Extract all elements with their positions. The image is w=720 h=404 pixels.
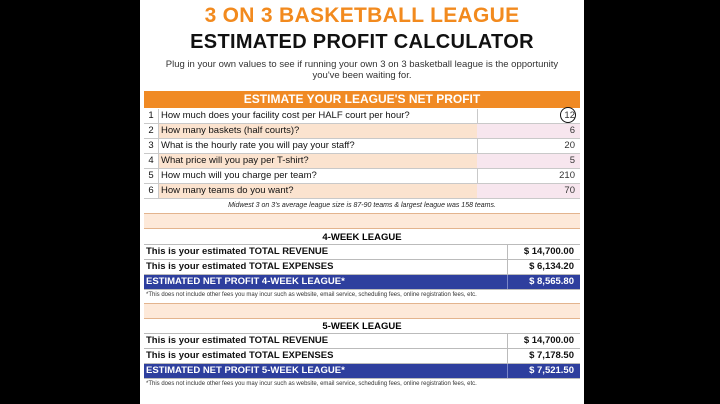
staff-rate-input[interactable]: 20 xyxy=(564,140,575,151)
league-5-disclaimer: *This does not include other fees you may incur such as website, email service, scheduling fees, online registration fees, etc. xyxy=(146,381,477,387)
net-profit-value: $ 8,565.80 xyxy=(529,276,574,287)
column-divider xyxy=(507,334,508,348)
league-5-heading: 5-WEEK LEAGUE xyxy=(144,320,580,334)
league-5-revenue-row xyxy=(144,334,580,349)
net-profit-label: ESTIMATED NET PROFIT 4-WEEK LEAGUE* xyxy=(146,276,345,287)
facility-cost-input[interactable]: 12 xyxy=(564,110,575,121)
title-line-1: 3 ON 3 BASKETBALL LEAGUE xyxy=(204,4,520,27)
league-4-revenue-row xyxy=(144,245,580,260)
column-divider xyxy=(507,364,508,378)
question-text: How much will you charge per team? xyxy=(159,169,478,183)
spacer-row xyxy=(144,303,580,319)
question-text: How many baskets (half courts)? xyxy=(159,124,478,138)
calculator-sheet xyxy=(140,0,584,404)
question-number: 2 xyxy=(144,124,159,138)
title-line-2: ESTIMATED PROFIT CALCULATOR xyxy=(190,31,534,53)
question-text: What price will you pay per T-shirt? xyxy=(159,154,478,168)
question-row-6 xyxy=(144,184,580,199)
midwest-note: Midwest 3 on 3's average league size is 87-90 teams & largest league was 158 teams. xyxy=(228,202,496,209)
revenue-value: $ 14,700.00 xyxy=(523,335,574,346)
baskets-input[interactable]: 6 xyxy=(477,124,580,138)
expenses-value: $ 6,134.20 xyxy=(529,261,574,272)
spacer-row xyxy=(144,213,580,229)
question-row-5 xyxy=(144,169,580,184)
question-text: What is the hourly rate you will pay your staff? xyxy=(159,139,478,153)
league-5-net-profit-row xyxy=(144,364,580,379)
cursor-highlight-icon xyxy=(560,107,576,123)
team-charge-input[interactable]: 210 xyxy=(559,170,575,181)
league-4-expenses-row xyxy=(144,260,580,275)
expenses-label: This is your estimated TOTAL EXPENSES xyxy=(146,350,334,361)
revenue-label: This is your estimated TOTAL REVENUE xyxy=(146,335,329,346)
league-4-net-profit-row xyxy=(144,275,580,290)
column-divider xyxy=(507,245,508,259)
question-number: 6 xyxy=(144,184,159,198)
question-number: 5 xyxy=(144,169,159,183)
revenue-value: $ 14,700.00 xyxy=(523,246,574,257)
question-text: How many teams do you want? xyxy=(159,184,478,198)
column-divider xyxy=(507,349,508,363)
net-profit-label: ESTIMATED NET PROFIT 5-WEEK LEAGUE* xyxy=(146,365,345,376)
expenses-value: $ 7,178.50 xyxy=(529,350,574,361)
question-row-1 xyxy=(144,109,580,124)
league-4-heading: 4-WEEK LEAGUE xyxy=(144,231,580,245)
tshirt-price-input[interactable]: 5 xyxy=(477,154,580,168)
section-header: ESTIMATE YOUR LEAGUE'S NET PROFIT xyxy=(144,91,580,108)
question-number: 1 xyxy=(144,109,159,123)
question-number: 3 xyxy=(144,139,159,153)
league-4-disclaimer: *This does not include other fees you may incur such as website, email service, scheduling fees, online registration fees, etc. xyxy=(146,292,477,298)
column-divider xyxy=(507,275,508,289)
question-row-4 xyxy=(144,154,580,169)
column-divider xyxy=(507,260,508,274)
question-row-2 xyxy=(144,124,580,139)
league-5-expenses-row xyxy=(144,349,580,364)
subtitle: Plug in your own values to see if running your own 3 on 3 basketball league is the opportunity you've been waiting for. xyxy=(165,59,559,81)
net-profit-value: $ 7,521.50 xyxy=(529,365,574,376)
question-row-3 xyxy=(144,139,580,154)
teams-count-input[interactable]: 70 xyxy=(477,184,580,198)
expenses-label: This is your estimated TOTAL EXPENSES xyxy=(146,261,334,272)
question-text: How much does your facility cost per HALF court per hour? xyxy=(159,109,478,123)
question-number: 4 xyxy=(144,154,159,168)
revenue-label: This is your estimated TOTAL REVENUE xyxy=(146,246,329,257)
